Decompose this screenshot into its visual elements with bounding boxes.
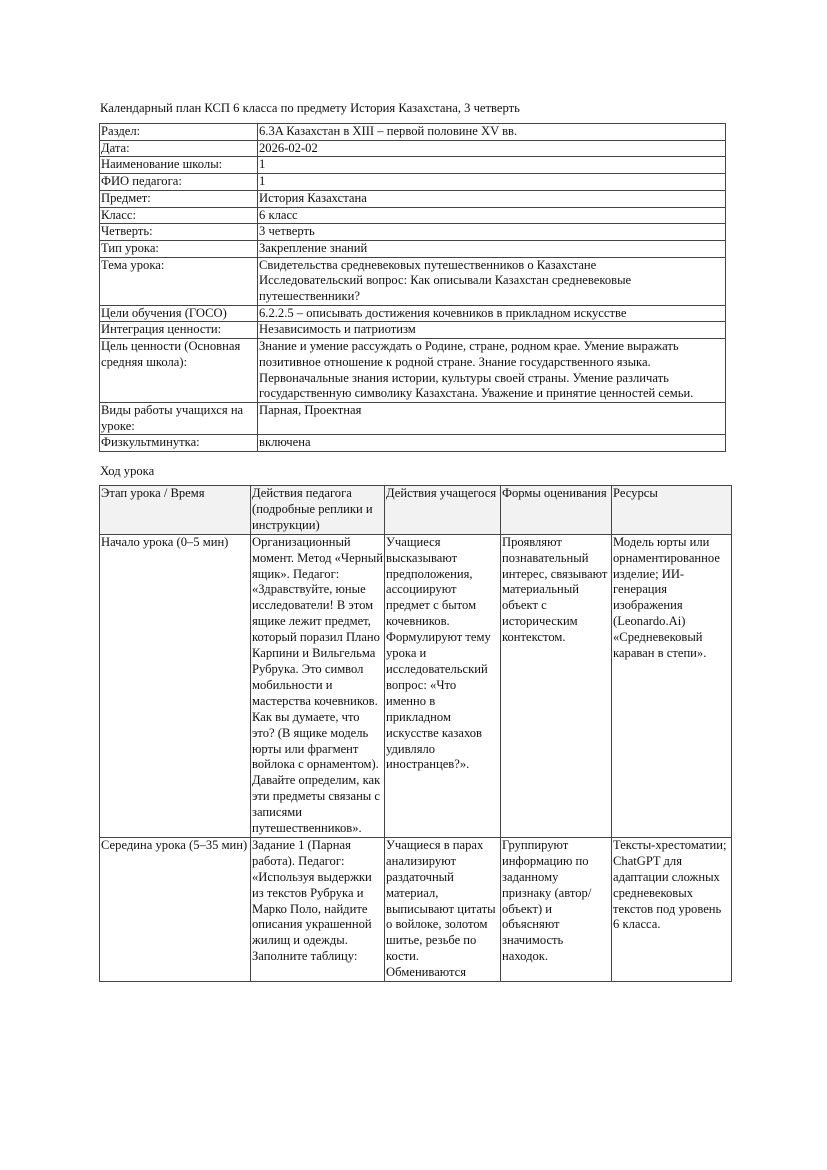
- subject-value: История Казахстана: [258, 190, 726, 207]
- column-header: Ресурсы: [612, 486, 732, 535]
- work-types: Парная, Проектная: [258, 402, 726, 434]
- assessment-cell: Проявляют познавательный интерес, связывают материальный объект с историческим контекстом.: [501, 534, 612, 837]
- info-row: [100, 190, 726, 207]
- info-label: Цель ценности (Основная средняя школа):: [100, 339, 258, 403]
- resources-cell: [612, 837, 732, 981]
- school-value: 1: [258, 157, 726, 174]
- stage-text: Середина урока (5–35 мин): [101, 837, 248, 852]
- info-row: [100, 157, 726, 174]
- info-row: [100, 305, 726, 322]
- column-header: Этап урока / Время: [100, 486, 251, 535]
- student-actions-cell: Учащиеся высказывают предположения, ассоциируют предмет с бытом кочевников. Формулируют тему урока и исследовательский вопрос: «Что именно в прикладном искусстве казахов удивляло иностранцев?».: [385, 534, 501, 837]
- info-label: Цели обучения (ГОСО): [100, 305, 258, 322]
- info-label: Предмет:: [100, 190, 258, 207]
- student-actions-text: Учащиеся в парах анализируют раздаточный материал, выписывают цитаты о войлоке, золотом шитье, резьбе по кости. Обмениваются: [386, 837, 496, 980]
- info-row: [100, 207, 726, 224]
- quarter-value: 3 четверть: [258, 224, 726, 241]
- info-row: [100, 124, 726, 141]
- info-label: Класс:: [100, 207, 258, 224]
- info-label: Четверть:: [100, 224, 258, 241]
- info-label: Виды работы учащихся на уроке:: [100, 402, 258, 434]
- section-value: 6.3A Казахстан в XIII – первой половине XV вв.: [258, 124, 726, 141]
- info-label: Физкультминутка:: [100, 435, 258, 452]
- date-value: 2026-02-02: [258, 140, 726, 157]
- section-heading: Ход урока: [100, 464, 155, 478]
- topic-line: Свидетельства средневековых путешественников о Казахстане: [259, 257, 597, 272]
- teacher-actions-cell: [251, 837, 385, 981]
- value-integration: Независимость и патриотизм: [258, 322, 726, 339]
- lesson-type-value: Закрепление знаний: [258, 240, 726, 257]
- teacher-actions-cell: Организационный момент. Метод «Черный ящик». Педагог: «Здравствуйте, юные исследователи! В этом ящике лежит предмет, который поразил Плано Карпини и Вильгельма Рубрука. Это символ мобильности и мастерства кочевников. Как вы думаете, что это? (В ящике модель юрты или фрагмент войлока с орнаментом). Давайте определим, как эти предметы связаны с записями путешественников».: [251, 534, 385, 837]
- info-row: [100, 402, 726, 434]
- info-row: [100, 224, 726, 241]
- stage-cell: [100, 837, 251, 981]
- resources-text: Тексты-хрестоматии; ChatGPT для адаптации сложных средневековых текстов под уровень 6 класса.: [613, 837, 727, 932]
- column-header: Формы оценивания: [501, 486, 612, 535]
- column-header: Действия педагога (подробные реплики и инструкции): [251, 486, 385, 535]
- info-row: [100, 257, 726, 305]
- assessment-text: Группируют информацию по заданному признаку (автор/объект) и объясняют значимость находок.: [502, 837, 592, 964]
- grade-value: 6 класс: [258, 207, 726, 224]
- info-row: [100, 435, 726, 452]
- info-label: Тема урока:: [100, 257, 258, 305]
- resources-cell: Модель юрты или орнаментированное изделие; ИИ-генерация изображения (Leonardo.Ai) «Средневековый караван в степи».: [612, 534, 732, 837]
- info-row: [100, 174, 726, 191]
- info-row: [100, 339, 726, 403]
- info-label: Раздел:: [100, 124, 258, 141]
- info-row: [100, 140, 726, 157]
- lesson-steps-table: [99, 485, 732, 982]
- column-header: Действия учащегося: [385, 486, 501, 535]
- value-goal: Знание и умение рассуждать о Родине, стране, родном крае. Умение выражать позитивное отношение к родной стране. Знание государственного языка. Первоначальные знания истории, культуры своей страны. Умение различать государственную символику Казахстана. Уважение и принятие ценностей семьи.: [258, 339, 726, 403]
- info-label: Наименование школы:: [100, 157, 258, 174]
- info-label: Дата:: [100, 140, 258, 157]
- teacher-value: 1: [258, 174, 726, 191]
- assessment-cell: [501, 837, 612, 981]
- info-row: [100, 240, 726, 257]
- stage-cell: Начало урока (0–5 мин): [100, 534, 251, 837]
- info-label: Интеграция ценности:: [100, 322, 258, 339]
- student-actions-cell: [385, 837, 501, 981]
- lesson-info-table: [99, 123, 726, 452]
- header-row: [100, 486, 732, 535]
- info-row: [100, 322, 726, 339]
- pe-value: включена: [258, 435, 726, 452]
- topic-value: [258, 257, 726, 305]
- page-title: Календарный план КСП 6 класса по предмету История Казахстана, 3 четверть: [100, 101, 520, 115]
- info-label: Тип урока:: [100, 240, 258, 257]
- table-row: [100, 534, 732, 837]
- info-label: ФИО педагога:: [100, 174, 258, 191]
- research-question: Исследовательский вопрос: Как описывали Казахстан средневековые путешественники?: [259, 273, 632, 304]
- table-row: [100, 837, 732, 981]
- teacher-actions-text: Задание 1 (Парная работа). Педагог: «Используя выдержки из текстов Рубрука и Марко Поло, найдите описания украшенной жилищ и одежды. Заполните таблицу:: [252, 837, 372, 964]
- goals-value: 6.2.2.5 – описывать достижения кочевников в прикладном искусстве: [258, 305, 726, 322]
